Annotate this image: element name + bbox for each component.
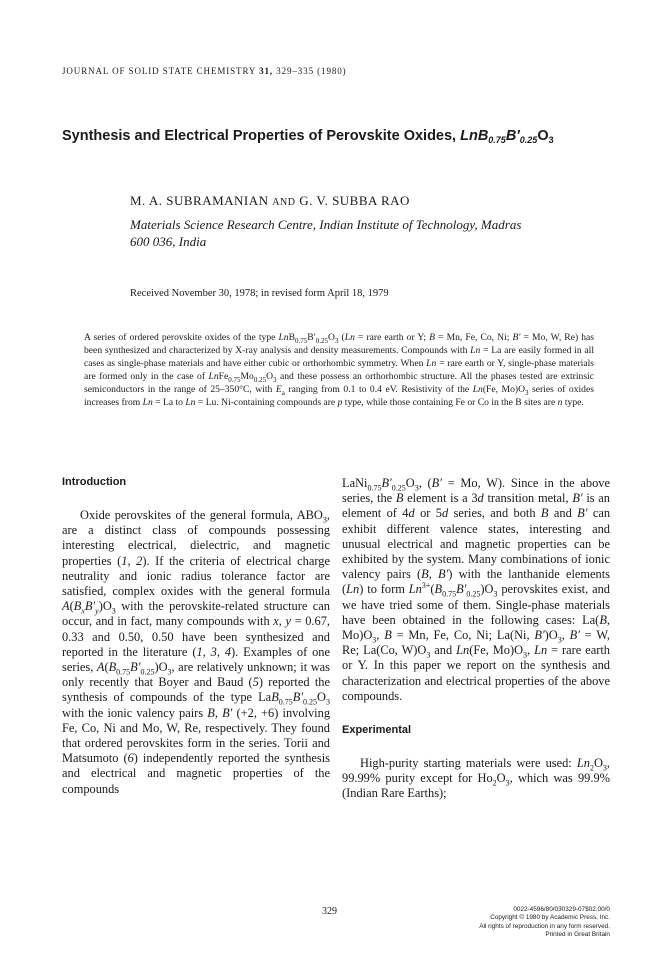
paper-title: Synthesis and Electrical Properties of Perovskite Oxides, $LnB_{0.75}B'_{0.25}O_3$: [62, 128, 554, 145]
received-dates: Received November 30, 1978; in revised form April 18, 1979: [130, 288, 389, 299]
printed-line: Printed in Great Britain: [545, 931, 610, 939]
experimental-paragraph: High-purity starting materials were used: $Ln_2O_3$, 99.99% purity except for $Ho_2O_3$, which was 99.9% (Indian Rare Earths);: [342, 756, 610, 801]
journal-volume: 31,: [259, 66, 274, 76]
author-second: G. V. SUBBA RAO: [299, 193, 410, 208]
right-column: [342, 476, 610, 802]
title-text: Synthesis and Electrical Properties of Perovskite Oxides,: [62, 128, 461, 144]
introduction-paragraph-continued: $LaNi_{0.75}B'_{0.25}O_3$, (B′ = Mo, W). Since in the above series, the B element is a 3d transition metal, B′ is an element of 4d or 5d series, and both B and B′ can exhibit different valence states, interesting and unusual electrical and magnetic properties can be exhibited by the system. Many combinations of ionic valency pairs (B, B′) with the lanthanide elements (Ln) to form $Ln^{3+}(B_{0.75}B'_{0.25})O_3$ perovskites exist, and we have tried some of them. Single-phase materials have been obtained in the following cases: La(B, $Mo)O_3$, B = Mn, Fe, Co, Ni; La(Ni, $B')O_3$, B′ = W, Re; La(Co, $W)O_3$ and Ln(Fe, $Mo)O_3$, Ln = rare earth or Y. In this paper we report on the synthesis and characterization and electrical properties of the above compounds.: [342, 476, 611, 703]
left-column: [62, 476, 330, 797]
experimental-heading: Experimental: [342, 724, 412, 737]
author-first: M. A. SUBRAMANIAN: [130, 193, 269, 208]
page-number: 329: [322, 906, 337, 917]
journal-pages-year: 329–335 (1980): [276, 66, 347, 76]
title-formula: $LnB_{0.75}B'_{0.25}$: [460, 128, 538, 145]
abstract: A series of ordered perovskite oxides of the type $LnB_{0.75}B'_{0.25}O_3$ (Ln = rare earth or Y; B = Mn, Fe, Co, Ni; B′ = Mo, W, Re) has been synthesized and characterized by X-ray analysis and density measurements. Compounds with Ln = La are easily formed in all cases as single-phase materials and have either cubic or orthorhombic symmetry. When Ln = rare earth or Y, single-phase materials are formed only in the case of $LnFe_{0.75}Mo_{0.25}O_3$ and these possess an orthorhombic structure. All the phases tested are extrinsic semiconductors in the range of 25–350°C, with $E_a$ ranging from 0.1 to 0.4 eV. Resistivity of the Ln(Fe, $Mo)O_3$ series of oxides increases from Ln = La to Ln = Lu. Ni-containing compounds are p type, while those containing Fe or Co in the B sites are n type.: [84, 332, 595, 409]
author-and: AND: [272, 197, 296, 208]
introduction-heading: Introduction: [62, 476, 127, 488]
affiliation: [130, 216, 600, 250]
journal-citation: [62, 66, 347, 76]
introduction-paragraph: Oxide perovskites of the general formula, $ABO_3$, are a distinct class of compounds possessing interesting electrical, dielectric, and magnetic properties (1, 2). If the criteria of electrical charge neutrality and ionic radius tolerance factor are satisfied, complex oxides with the general formula $A(B_xB'_y)O_3$ with the perovskite-related structure can occur, and in fact, many compounds with x, y = 0.67, 0.33 and 0.50, 0.50 have been synthesized and reported in the literature (1, 3, 4). Examples of one series, $A(B_{0.75}B'_{0.25})O_3$, are relatively unknown; it was only recently that Boyer and Baud (5) reported the synthesis of compounds of the type $LaB_{0.75}B'_{0.25}O_3$ with the ionic valency pairs B, B′ (+2, +6) involving Fe, Co, Ni and Mo, W, Re, respectively. They found that ordered perovskites form in the series. Torii and Matsumoto (6) independently reported the synthesis and electrical and magnetic properties of the compounds: [62, 508, 331, 796]
copyright-block: [430, 906, 610, 940]
journal-name: JOURNAL OF SOLID STATE CHEMISTRY: [62, 66, 256, 76]
issn-line: 0022-4596/80/030329-07$02.00/0: [513, 906, 610, 913]
rights-line: All rights of reproduction in any form reserved.: [479, 922, 610, 930]
copyright-line: Copyright © 1980 by Academic Press, Inc.: [490, 914, 610, 922]
authors: [130, 193, 410, 209]
affiliation-line-1: Materials Science Research Centre, Indian Institute of Technology, Madras: [130, 217, 522, 232]
affiliation-line-2: 600 036, India: [130, 234, 207, 249]
